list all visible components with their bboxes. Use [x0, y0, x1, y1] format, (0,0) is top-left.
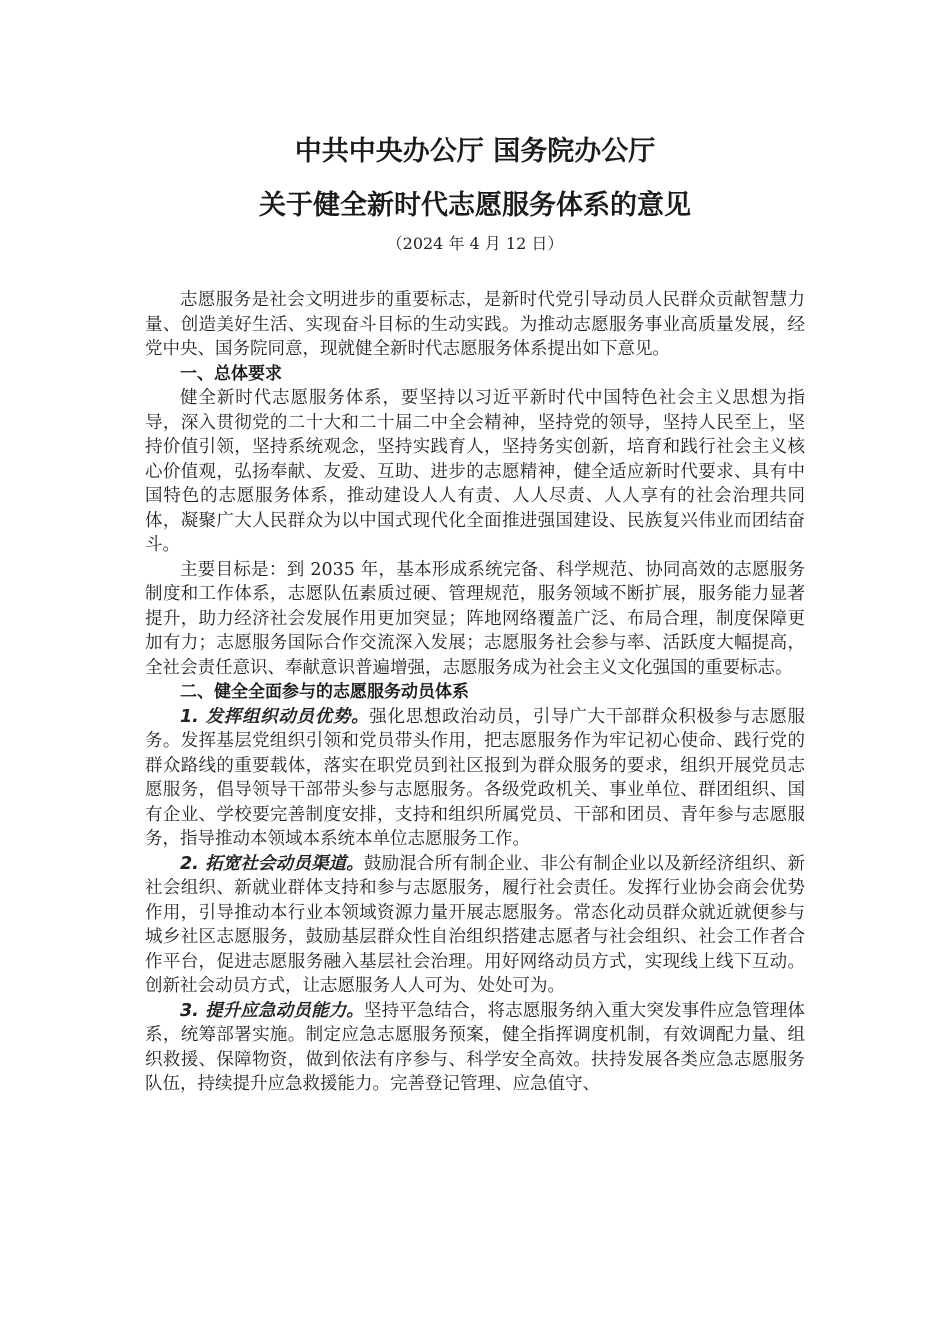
document-body [145, 288, 805, 1097]
section2-item-3 [145, 999, 805, 1097]
item3-text: 坚持平急结合，将志愿服务纳入重大突发事件应急管理体系，统筹部署实施。制定应急志愿服务预案，健全指挥调度机制，有效调配力量、组织救援、保障物资，做到依法有序参与、科学安全高效。扶持发展各类应急志愿服务队伍，持续提升应急救援能力。完善登记管理、应急值守、 [145, 1000, 806, 1094]
item1-text: 强化思想政治动员，引导广大干部群众积极参与志愿服务。发挥基层党组织引领和党员带头作用，把志愿服务作为牢记初心使命、践行党的群众路线的重要载体，落实在职党员到社区报到为群众服务的要求，组织开展党员志愿服务，倡导领导干部带头参与志愿服务。各级党政机关、事业单位、群团组织、国有企业、学校要完善制度安排，支持和组织所属党员、干部和团员、青年参与志愿服务，指导推动本领域本系统本单位志愿服务工作。 [145, 706, 806, 849]
item1-lead: 1. 发挥组织动员优势。 [180, 706, 370, 727]
section2-item-1 [145, 705, 805, 852]
item2-text: 鼓励混合所有制企业、非公有制企业以及新经济组织、新社会组织、新就业群体支持和参与志愿服务，履行社会责任。发挥行业协会商会优势作用，引导推动本行业本领域资源力量开展志愿服务。常态化动员群众就近就便参与城乡社区志愿服务，鼓励基层群众性自治组织搭建志愿者与社会组织、社会工作者合作平台，促进志愿服务融入基层社会治理。用好网络动员方式，实现线上线下互动。创新社会动员方式，让志愿服务人人可为、处处可为。 [145, 853, 806, 996]
document-title-line2: 关于健全新时代志愿服务体系的意见 [259, 190, 691, 221]
section-heading-1: 一、总体要求 [180, 363, 282, 384]
section2-item-2 [145, 852, 805, 999]
document-date: （2024 年 4 月 12 日） [386, 234, 564, 253]
item3-lead: 3. 提升应急动员能力。 [180, 1000, 364, 1021]
document-title-line1: 中共中央办公厅 国务院办公厅 [294, 136, 656, 167]
section-heading-2: 二、健全全面参与的志愿服务动员体系 [180, 682, 469, 702]
section1-paragraph-2: 主要目标是：到 2035 年，基本形成系统完备、科学规范、协同高效的志愿服务制度和工作体系，志愿队伍素质过硬、管理规范，服务领域不断扩展，服务能力显著提升，助力经济社会发展作用更加突显；阵地网络覆盖广泛、布局合理，制度保障更加有力；志愿服务国际合作交流深入发展；志愿服务社会参与率、活跃度大幅提高，全社会责任意识、奉献意识普遍增强，志愿服务成为社会主义文化强国的重要标志。 [145, 559, 805, 678]
section1-paragraph-1: 健全新时代志愿服务体系，要坚持以习近平新时代中国特色社会主义思想为指导，深入贯彻党的二十大和二十届二中全会精神，坚持党的领导，坚持人民至上，坚持价值引领，坚持系统观念，坚持实践育人，坚持务实创新，培育和践行社会主义核心价值观，弘扬奉献、友爱、互助、进步的志愿精神，健全适应新时代要求、具有中国特色的志愿服务体系，推动建设人人有责、人人尽责、人人享有的社会治理共同体，凝聚广大人民群众为以中国式现代化全面推进强国建设、民族复兴伟业而团结奋斗。 [145, 388, 805, 555]
item2-lead: 2. 拓宽社会动员渠道。 [180, 853, 364, 874]
intro-paragraph: 志愿服务是社会文明进步的重要标志，是新时代党引导动员人民群众贡献智慧力量、创造美好生活、实现奋斗目标的生动实践。为推动志愿服务事业高质量发展，经党中央、国务院同意，现就健全新时代志愿服务体系提出如下意见。 [145, 290, 805, 359]
